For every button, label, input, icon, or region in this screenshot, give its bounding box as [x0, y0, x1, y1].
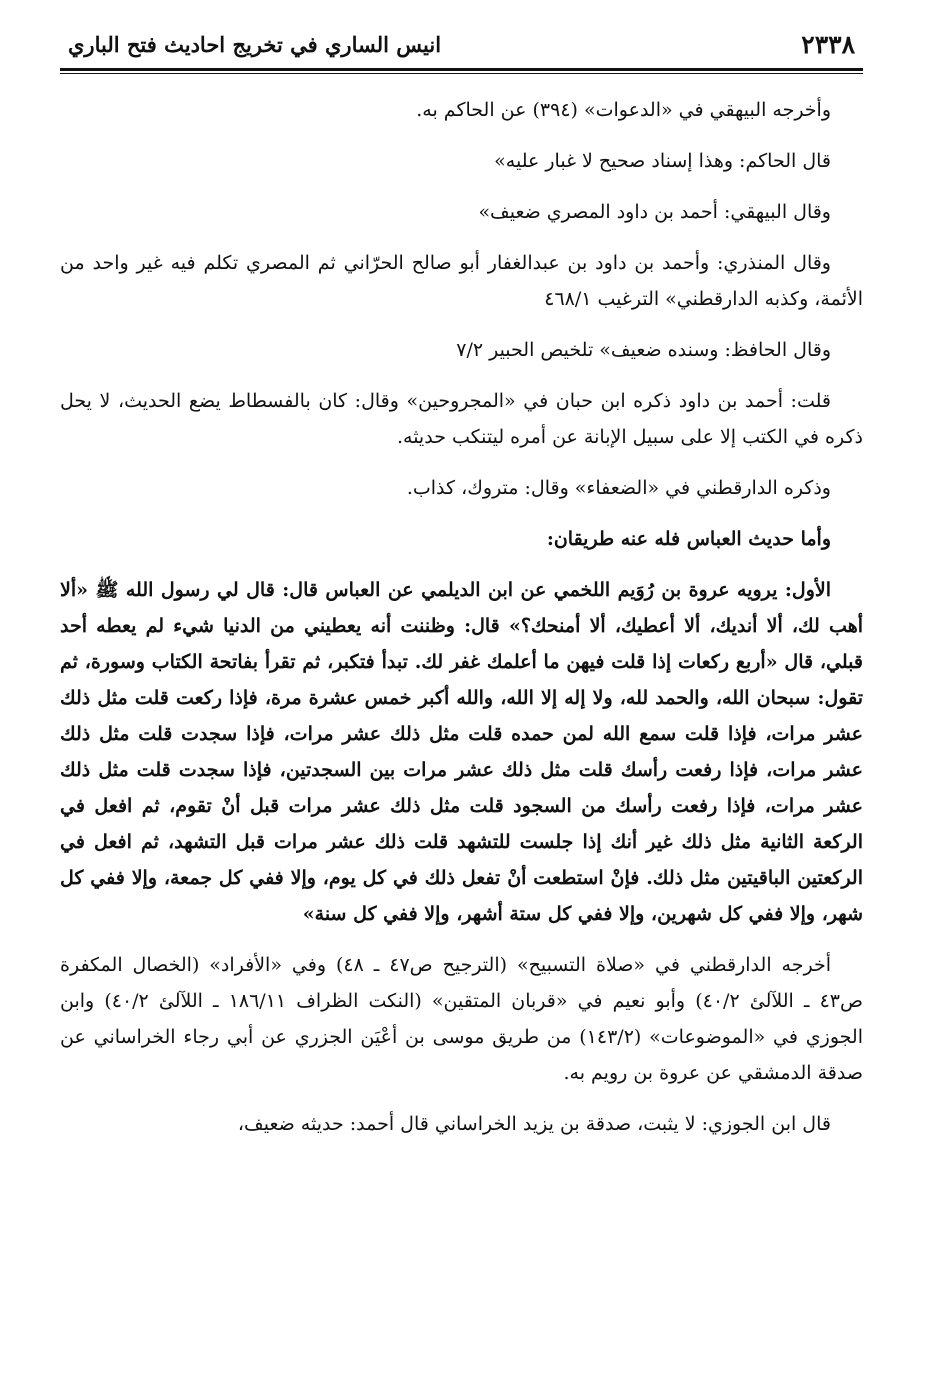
body-text	[60, 92, 863, 1142]
paragraph: أخرجه الدارقطني في «صلاة التسبيح» (الترجيح ص٤٧ ـ ٤٨) وفي «الأفراد» (الخصال المكفرة ص٤٣ ـ اللآلئ ٤٠/٢) وأبو نعيم في «قربان المتقين» (النكت الظراف ١٨٦/١١ ـ اللآلئ ٤٠/٢) وابن الجوزي في «الموضوعات» (١٤٣/٢) من طريق موسى بن أعْيَن الجزري عن أبي رجاء الخراساني عن صدقة الدمشقي عن عروة بن رويم به.	[60, 954, 863, 1084]
page-number: ٢٣٣٨	[801, 30, 855, 59]
paragraph: وقال الحافظ: وسنده ضعيف» تلخيص الحبير ٧/٢	[456, 339, 831, 361]
paragraph: وذكره الدارقطني في «الضعفاء» وقال: متروك، كذاب.	[406, 477, 831, 499]
document-page	[60, 30, 863, 1363]
hadith-paragraph	[60, 572, 863, 932]
section-heading: وأما حديث العباس فله عنه طريقان:	[546, 528, 831, 550]
paragraph: قلت: أحمد بن داود ذكره ابن حبان في «المجروحين» وقال: كان بالفسطاط يضع الحديث، لا يحل ذكره في الكتب إلا على سبيل الإبانة عن أمره ليتنكب حديثه.	[60, 390, 863, 448]
paragraph-lead: الأول:	[784, 579, 831, 601]
paragraph: قال الحاكم: وهذا إسناد صحيح لا غبار عليه»	[494, 150, 831, 172]
paragraph: وأخرجه البيهقي في «الدعوات» (٣٩٤) عن الحاكم به.	[416, 99, 831, 121]
paragraph: وقال المنذري: وأحمد بن داود بن عبدالغفار أبو صالح الحرّاني ثم المصري تكلم فيه غير واحد من الأئمة، وكذبه الدارقطني» الترغيب ٤٦٨/١	[60, 252, 863, 310]
header-divider	[60, 68, 863, 74]
running-header	[60, 30, 863, 60]
paragraph: قال ابن الجوزي: لا يثبت، صدقة بن يزيد الخراساني قال أحمد: حديثه ضعيف،	[237, 1113, 831, 1135]
book-title: انيس الساري في تخريج احاديث فتح الباري	[68, 32, 442, 57]
hadith-text: يرويه عروة بن رُوَيم اللخمي عن ابن الديلمي عن العباس قال: قال لي رسول الله ﷺ «ألا أهب لك، ألا أنديك، ألا أعطيك، ألا أمنحك؟» قال: وظننت أنه يعطيني من الدنيا شيء لم يعطه أحد قبلي، قال «أربع ركعات إذا قلت فيهن ما أعلمك غفر لك. تبدأ فتكبر، ثم تقرأ بفاتحة الكتاب وسورة، ثم تقول: سبحان الله، والحمد لله، ولا إله إلا الله، والله أكبر خمس عشرة مرة، فإذا ركعت قلت مثل ذلك عشر مرات، فإذا قلت سمع الله لمن حمده قلت مثل ذلك عشر مرات، فإذا سجدت قلت مثل ذلك عشر مرات، فإذا رفعت رأسك قلت مثل ذلك عشر مرات بين السجدتين، فإذا سجدت قلت مثل ذلك عشر مرات، فإذا رفعت رأسك من السجود قلت مثل ذلك عشر مرات قبل أنْ تقوم، ثم افعل في الركعة الثانية مثل ذلك غير أنك إذا جلست للتشهد قلت ذلك عشر مرات قبل التشهد، ثم افعل في الركعتين الباقيتين مثل ذلك. فإنْ استطعت أنْ تفعل ذلك في كل يوم، وإلا ففي كل جمعة، وإلا ففي كل شهر، وإلا ففي كل شهرين، وإلا ففي كل ستة أشهر، وإلا ففي كل سنة»	[60, 579, 863, 925]
paragraph: وقال البيهقي: أحمد بن داود المصري ضعيف»	[478, 201, 831, 223]
